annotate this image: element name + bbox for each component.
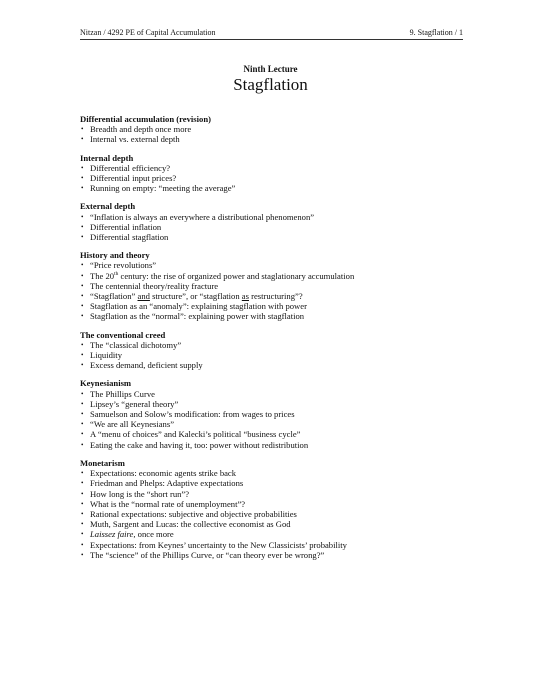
section-internal-depth (80, 153, 470, 194)
list-item: • Stagflation as the “normal”: explaining power with stagflation (80, 311, 470, 321)
list-item: • Excess demand, deficient supply (80, 360, 470, 370)
section-differential-accumulation (80, 114, 470, 145)
list-item: • The 20th century: the rise of organized power and staglationary accumulation (80, 271, 470, 281)
header-right: 9. Stagflation / 1 (409, 28, 463, 37)
list-item: • Liquidity (80, 350, 470, 360)
lecture-title: Stagflation (233, 75, 308, 94)
section-heading: Keynesianism (80, 378, 132, 389)
list-item: • What is the “normal rate of unemployment”? (80, 499, 470, 509)
list-item: • A “menu of choices” and Kalecki’s political “business cycle” (80, 429, 470, 439)
list-item: • Differential efficiency? (80, 163, 470, 173)
list-item: • Eating the cake and having it, too: power without redistribution (80, 440, 470, 450)
section-heading: Monetarism (80, 457, 125, 468)
outline-content (80, 114, 470, 568)
list-item: • “Price revolutions” (80, 260, 470, 270)
section-keynesianism (80, 378, 470, 449)
header-left: Nitzan / 4292 PE of Capital Accumulation (80, 28, 216, 37)
section-conventional-creed (80, 330, 470, 371)
lecture-subtitle: Ninth Lecture (243, 64, 298, 74)
list-item: • The “science” of the Phillips Curve, or “can theory ever be wrong?” (80, 550, 470, 560)
list-item: • Running on empty: “meeting the average” (80, 183, 470, 193)
list-item: • “We are all Keynesians” (80, 419, 470, 429)
bullet-list (80, 340, 470, 371)
list-item: • The centennial theory/reality fracture (80, 281, 470, 291)
section-monetarism (80, 458, 470, 560)
lecture-title-block (0, 64, 541, 95)
section-history-and-theory (80, 250, 470, 321)
section-heading: The conventional creed (80, 329, 166, 340)
list-item: • Expectations: from Keynes’ uncertainty to the New Classicists’ probability (80, 540, 470, 550)
bullet-list (80, 212, 470, 243)
list-item: • Breadth and depth once more (80, 124, 470, 134)
list-item: • Laissez faire, once more (80, 529, 470, 539)
list-item: • Samuelson and Solow’s modification: from wages to prices (80, 409, 470, 419)
list-item: • How long is the “short run”? (80, 489, 470, 499)
list-item: • “Stagflation” and structure”, or “stagflation as restructuring”? (80, 291, 470, 301)
list-item: • Differential input prices? (80, 173, 470, 183)
bullet-list (80, 124, 470, 144)
bullet-list (80, 260, 470, 321)
list-item: • Lipsey’s “general theory” (80, 399, 470, 409)
page-header (80, 28, 463, 40)
list-item: • Differential inflation (80, 222, 470, 232)
list-item: • Friedman and Phelps: Adaptive expectations (80, 478, 470, 488)
bullet-list (80, 389, 470, 450)
section-heading: Internal depth (80, 152, 134, 163)
list-item: • Muth, Sargent and Lucas: the collective economist as God (80, 519, 470, 529)
section-external-depth (80, 201, 470, 242)
bullet-list (80, 468, 470, 560)
list-item: • Stagflation as an “anomaly”: explaining stagflation with power (80, 301, 470, 311)
list-item: • The “classical dichotomy” (80, 340, 470, 350)
list-item: • The Phillips Curve (80, 389, 470, 399)
bullet-list (80, 163, 470, 194)
list-item: • Differential stagflation (80, 232, 470, 242)
list-item: • Internal vs. external depth (80, 134, 470, 144)
section-heading: External depth (80, 201, 136, 212)
section-heading: Differential accumulation (revision) (80, 114, 211, 124)
section-heading: History and theory (80, 250, 150, 261)
list-item: • “Inflation is always an everywhere a distributional phenomenon” (80, 212, 470, 222)
list-item: • Expectations: economic agents strike back (80, 468, 470, 478)
list-item: • Rational expectations: subjective and objective probabilities (80, 509, 470, 519)
